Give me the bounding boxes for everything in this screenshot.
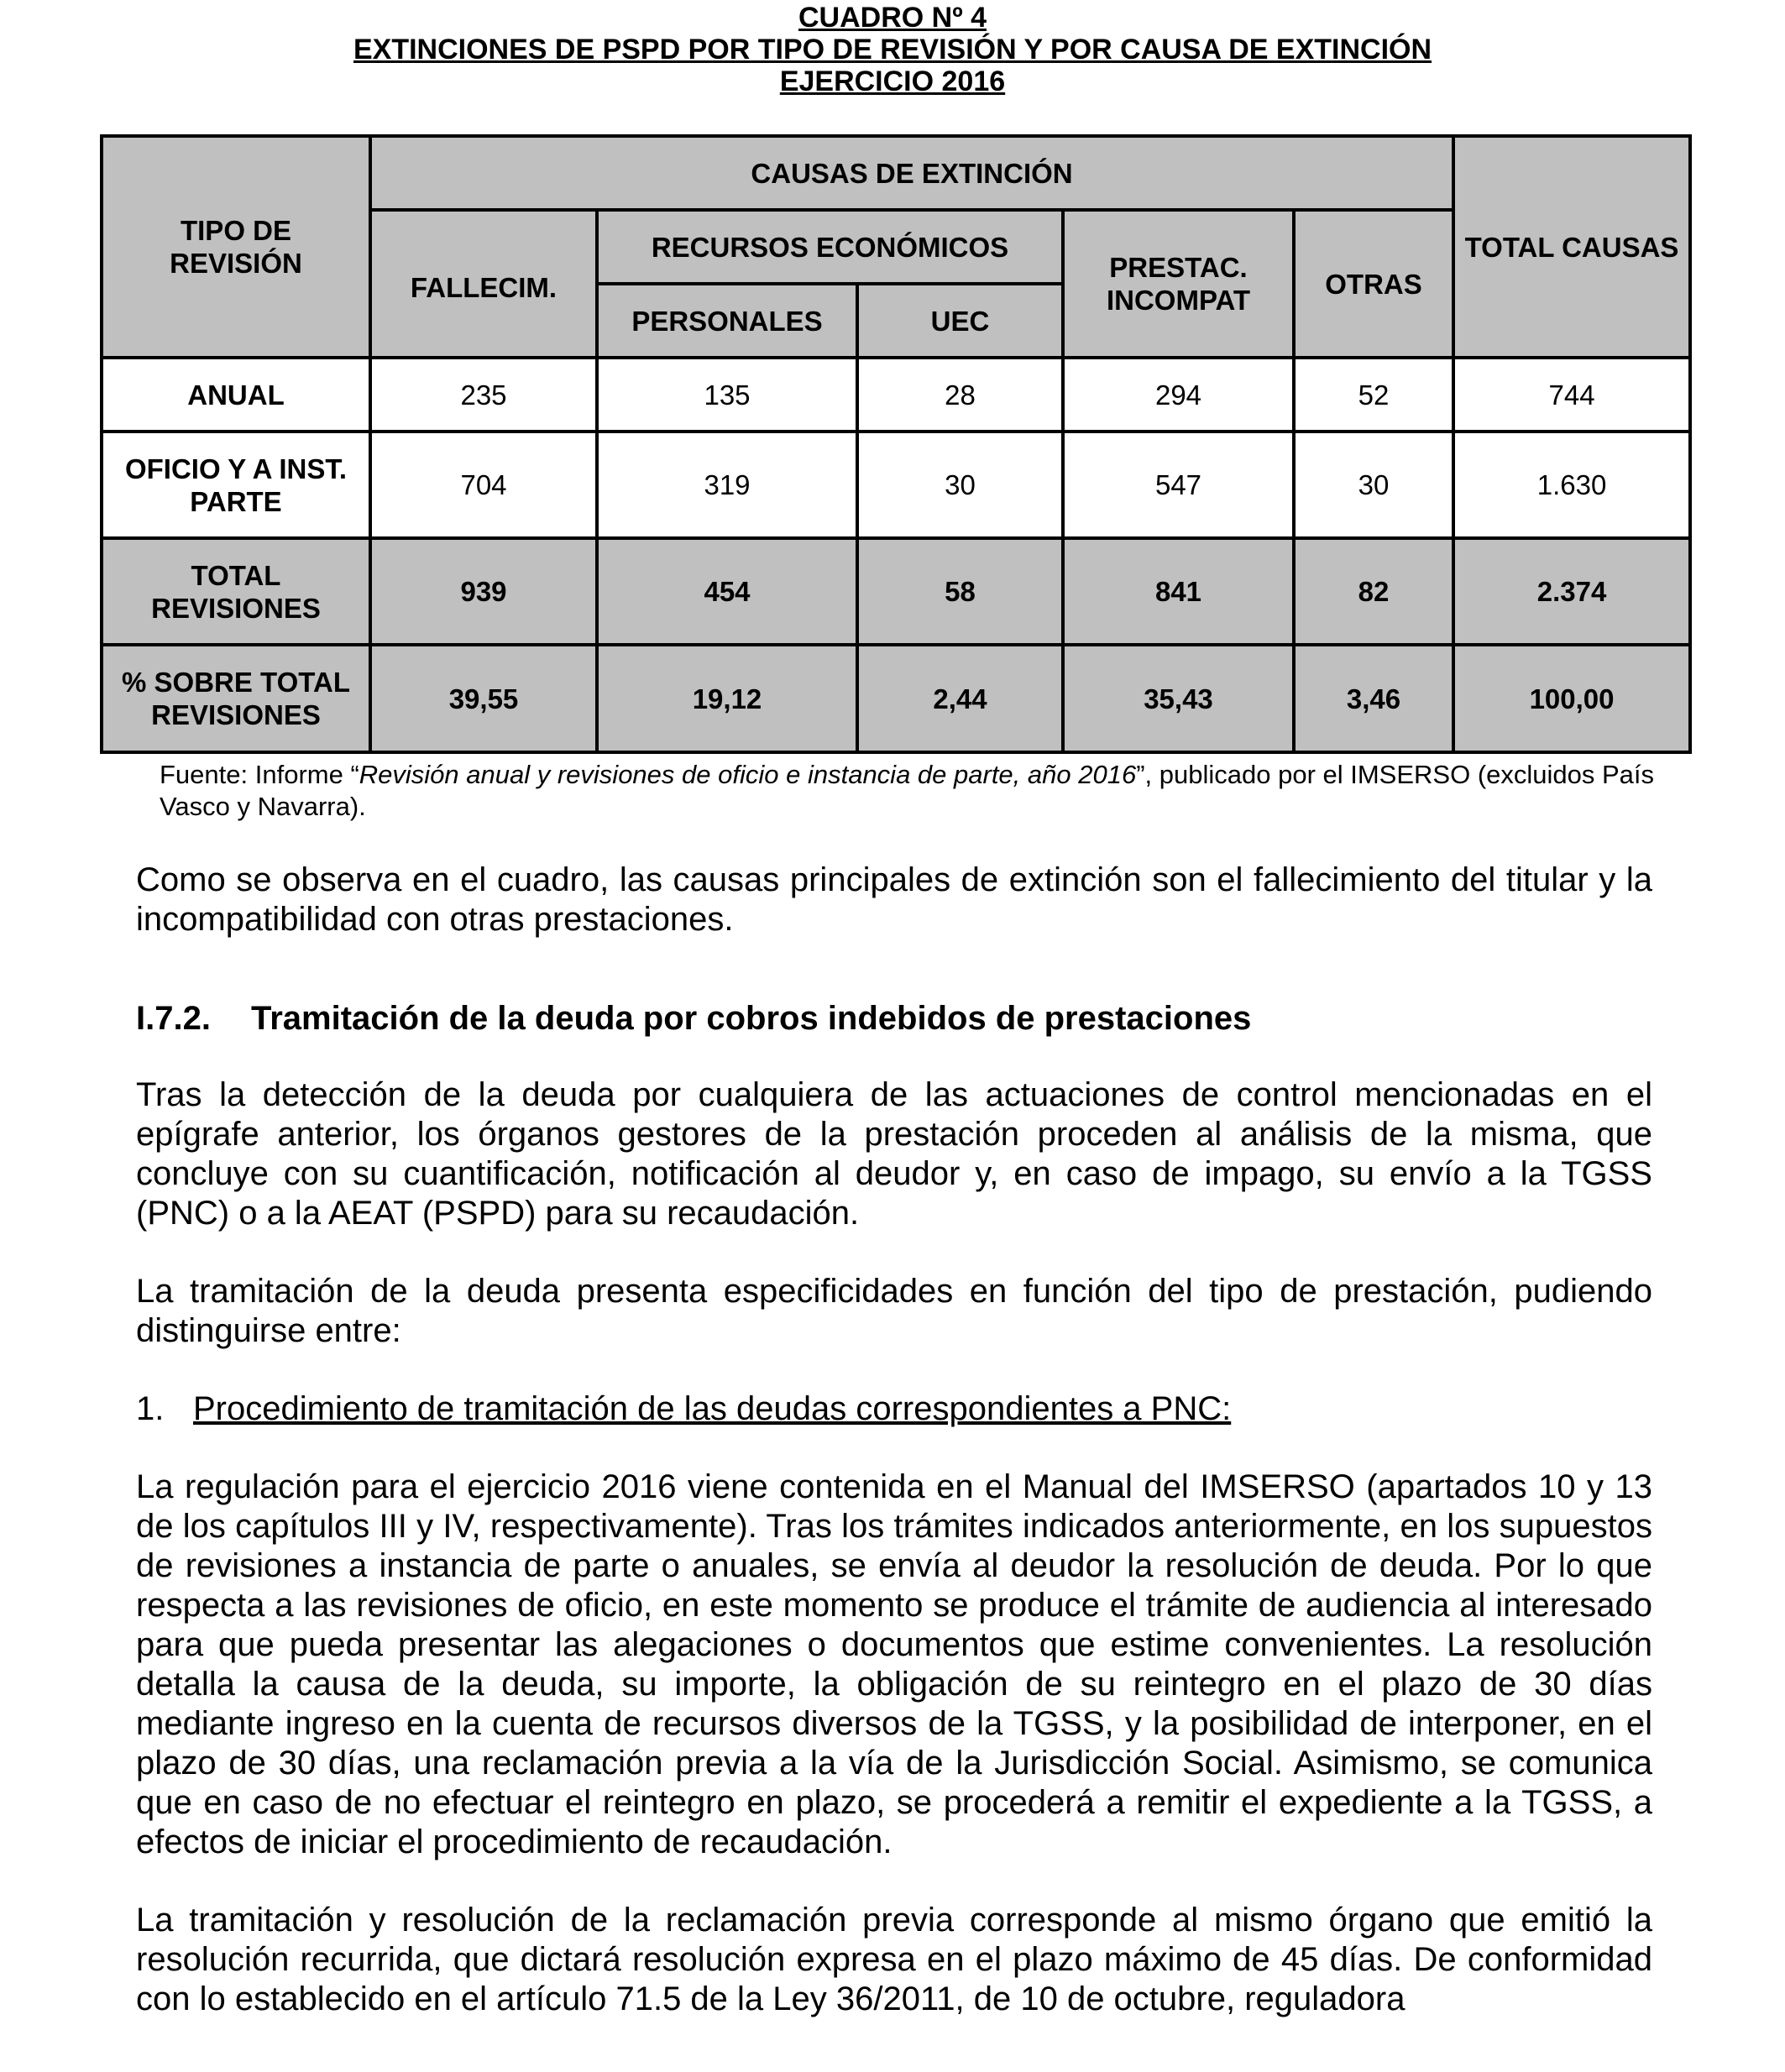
- cell-prestac: 294: [1063, 358, 1294, 432]
- paragraph-deteccion: Tras la detección de la deuda por cualquiera de las actuaciones de control mencionadas en el epígrafe anterior, los órganos gestores de la prestación proceden al análisis de la misma, que concluye con su cuantificación, notificación al deudor y, en caso de impago, su envío a la TGSS (PNC) o a la AEAT (PSPD) para su recaudación.: [136, 1076, 1652, 1232]
- cell-personales: 319: [597, 432, 857, 538]
- header-total-causas: TOTAL CAUSAS: [1453, 136, 1690, 358]
- cell-fallecim: 704: [370, 432, 597, 538]
- header-uec: UEC: [857, 284, 1063, 358]
- cell-otras: 30: [1294, 432, 1453, 538]
- source-report-title: Revisión anual y revisiones de oficio e instancia de parte, año 2016: [359, 760, 1137, 789]
- paragraph-especificidades: La tramitación de la deuda presenta especificidades en función del tipo de prestación, pudiendo distinguirse entre:: [136, 1273, 1652, 1349]
- cell-personales: 19,12: [597, 645, 857, 752]
- header-personales: PERSONALES: [597, 284, 857, 358]
- list-item-pnc: [136, 1389, 1231, 1429]
- table-row: [102, 645, 1690, 752]
- cell-otras: 52: [1294, 358, 1453, 432]
- section-title: Tramitación de la deuda por cobros indebidos de prestaciones: [251, 1000, 1252, 1037]
- cell-total: 2.374: [1453, 538, 1690, 645]
- row-label: OFICIO Y A INST. PARTE: [102, 432, 370, 538]
- cell-prestac: 35,43: [1063, 645, 1294, 752]
- source-suffix: ”, publicado por el IMSERSO (excluidos País Vasco y Navarra).: [160, 760, 1655, 821]
- row-label: TOTAL REVISIONES: [102, 538, 370, 645]
- paragraph-regulacion: La regulación para el ejercicio 2016 viene contenida en el Manual del IMSERSO (apartados 10 y 13 de los capítulos III y IV, respectivamente). Tras los trámites indicados anteriormente, en los supuestos de revisiones a instancia de parte o anuales, se envía al deudor la resolución de deuda. Por lo que respecta a las revisiones de oficio, en este momento se produce el trámite de audiencia al interesado para que pueda presentar las alegaciones o documentos que estime convenientes. La resolución detalla la causa de la deuda, su importe, la obligación de su reintegro en el plazo de 30 días mediante ingreso en la cuenta de recursos diversos de la TGSS, y la posibilidad de interponer, en el plazo de 30 días, una reclamación previa a la vía de la Jurisdicción Social. Asimismo, se comunica que en caso de no efectuar el reintegro en plazo, se procederá a remitir el expediente a la TGSS, a efectos de iniciar el procedimiento de recaudación.: [136, 1468, 1652, 1860]
- title-line-2: EXTINCIONES DE PSPD POR TIPO DE REVISIÓN Y POR CAUSA DE EXTINCIÓN: [353, 34, 1432, 65]
- list-text: Procedimiento de tramitación de las deudas correspondientes a PNC:: [193, 1390, 1232, 1427]
- document-title: [0, 0, 1785, 97]
- cell-uec: 2,44: [857, 645, 1063, 752]
- cell-total: 1.630: [1453, 432, 1690, 538]
- cell-fallecim: 939: [370, 538, 597, 645]
- cell-total: 744: [1453, 358, 1690, 432]
- cell-total: 100,00: [1453, 645, 1690, 752]
- row-label: % SOBRE TOTAL REVISIONES: [102, 645, 370, 752]
- table-row: [102, 432, 1690, 538]
- extinciones-table: [100, 134, 1688, 751]
- cell-prestac: 547: [1063, 432, 1294, 538]
- header-fallecim: FALLECIM.: [370, 210, 597, 358]
- paragraph-reclamacion: La tramitación y resolución de la reclamación previa corresponde al mismo órgano que emitió la resolución recurrida, que dictará resolución expresa en el plazo máximo de 45 días. De conformidad con lo establecido en el artículo 71.5 de la Ley 36/2011, de 10 de octubre, reguladora: [136, 1902, 1652, 2017]
- title-line-3: EJERCICIO 2016: [779, 65, 1006, 97]
- paragraph-observacion: Como se observa en el cuadro, las causas principales de extinción son el fallecimiento del titular y la incompatibilidad con otras prestaciones.: [136, 861, 1652, 938]
- list-number: 1.: [136, 1390, 165, 1427]
- section-number: I.7.2.: [136, 1000, 211, 1037]
- cell-otras: 3,46: [1294, 645, 1453, 752]
- cell-otras: 82: [1294, 538, 1453, 645]
- table-row: [102, 358, 1690, 432]
- cell-fallecim: 235: [370, 358, 597, 432]
- header-otras: OTRAS: [1294, 210, 1453, 358]
- cell-prestac: 841: [1063, 538, 1294, 645]
- section-heading: [136, 999, 1251, 1039]
- table-row: [102, 538, 1690, 645]
- header-recursos: RECURSOS ECONÓMICOS: [597, 210, 1063, 284]
- title-line-1: CUADRO Nº 4: [798, 2, 987, 34]
- cell-uec: 58: [857, 538, 1063, 645]
- cell-personales: 454: [597, 538, 857, 645]
- source-prefix: Fuente: Informe “: [160, 760, 359, 789]
- row-label: ANUAL: [102, 358, 370, 432]
- header-causas: CAUSAS DE EXTINCIÓN: [370, 136, 1453, 210]
- cell-personales: 135: [597, 358, 857, 432]
- table-source-note: [160, 759, 1671, 823]
- cell-fallecim: 39,55: [370, 645, 597, 752]
- header-tipo-revision: TIPO DE REVISIÓN: [102, 136, 370, 358]
- header-prestac: PRESTAC. INCOMPAT: [1063, 210, 1294, 358]
- cell-uec: 30: [857, 432, 1063, 538]
- cell-uec: 28: [857, 358, 1063, 432]
